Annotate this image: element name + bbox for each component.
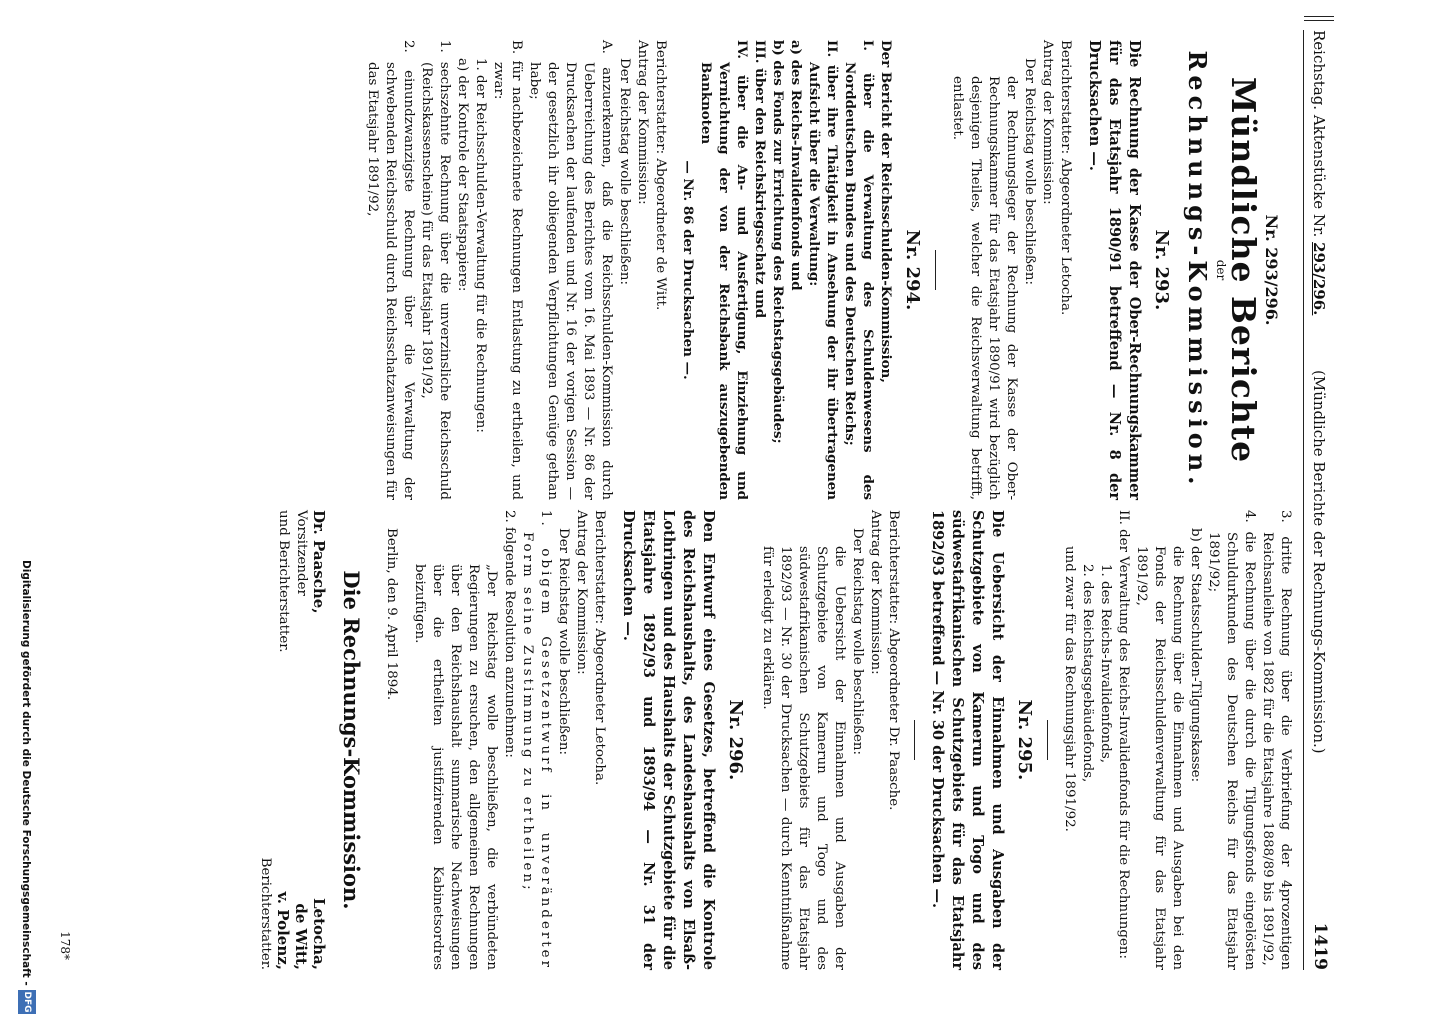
separator: [1047, 720, 1048, 760]
nr294-bb: b) der Staatsschulden-Tilgungskasse:: [1188, 528, 1203, 783]
left-column: [363, 40, 1294, 500]
document-number: Nr. 293/296.: [1262, 214, 1281, 326]
nr295-body: die Uebersicht der Einnahmen und Ausgaben der Schutzgebiete von Kamerun und Togo und des südwestafrikanischen Schutzgebiets für das Etatsjahr 1892/93 — Nr. 30 der Drucksachen — durch Kenntnißnahme für erledigt zu erklären.: [760, 546, 847, 970]
chair-role-1: Vorsitzender: [294, 510, 309, 596]
nr294-a: A. anzuerkennen, daß die Reichsschulden-Kommission durch Ueberreichung des Berichtes vom 16. Mai 1893 — Nr. 86 der Drucksachen der laufenden und Nr. 16 der vorigen Session — der gesetzlich ihr obliegenden Verpflichtungen Genüge gethan habe;: [527, 40, 614, 500]
nr296-antrag: Antrag der Kommission:: [574, 510, 589, 675]
signature-right: [256, 749, 328, 970]
nr294-heading: Nr. 294.: [902, 229, 923, 311]
nr295-reichstag: Der Reichstag wolle beschließen:: [850, 528, 865, 756]
dfg-logo: DFG: [18, 990, 36, 1014]
nr296-reichstag: Der Reichstag wolle beschließen:: [556, 528, 571, 756]
nr294-item-4: IV. über die An- und Ausfertigung, Einziehung und Vernichtung der von der Reichsbank auszugebenden Banknoten: [698, 40, 750, 500]
closing-date: Berlin, den 9. April 1894.: [384, 528, 399, 701]
running-head-number: 293/296.: [1310, 242, 1328, 316]
nr295-antrag: Antrag der Kommission:: [868, 510, 883, 675]
nr294-b1: 1. der Reichsschulden-Verwaltung für die Rechnungen:: [473, 58, 488, 433]
nr294-ba3: 3. dritte Rechnung über die Verbriefung der 4prozentigen Reichsanleihe von 1882 für die Etatsjahre 1888/89 bis 1891/92,: [1260, 510, 1293, 970]
nr296-subject: Den Entwurf eines Gesetzes, betreffend die Kontrole des Reichshaushalts, des Landeshaushalts von Elsaß-Lothringen und des Haushalts der Schutzgebiete für die Etatsjahre 1892/93 und 1893/94 — Nr. 31 der Drucksachen —.: [620, 510, 717, 970]
nr293-body: der Rechnungsleger der Rechnung der Kasse der Ober-Rechnungskammer für das Etatsjahr 1890/91 wird bezüglich desjenigen Theiles, welcher die Reichsverwaltung betrifft, entlastet.: [950, 76, 1019, 500]
nr296-p2: 2. folgende Resolution anzunehmen:: [502, 510, 517, 758]
nr294-b: B. für nachbezeichnete Rechnungen Entlastung zu ertheilen, und zwar:: [491, 40, 524, 500]
page-number: 1419: [1310, 922, 1330, 970]
sheet-number: 178*: [58, 931, 72, 960]
running-head: [1303, 30, 1330, 970]
document-title: Mündliche Berichte: [1224, 76, 1263, 464]
nr294-ba4: 4. die Rechnung über die durch die Tilgungsfonds eingelösten Schuldurkunden des Deutschen Reichs für das Etatsjahr 1891/92;: [1206, 510, 1257, 970]
nr294-ba1: 1. sechszehnte Rechnung über die unverzinsliche Reichsschuld (Reichskassenscheine) für das Etatsjahr 1891/92,: [419, 40, 452, 500]
signature-left: [256, 510, 328, 731]
commission-signature-title: Die Rechnungs-Kommission.: [339, 570, 364, 910]
nr295-heading: Nr. 295.: [1014, 699, 1035, 781]
nr294-ba: a) der Kontrole der Staatspapiere:: [455, 58, 470, 292]
nr296-reporter: Berichterstatter: Abgeordneter Letocha.: [592, 510, 607, 786]
nr294-ba2: 2. einundzwanzigste Rechnung über die Verwaltung der schwebenden Reichsschuld durch Reichsschatzanweisungen für das Etatsjahr 1891/92,: [365, 40, 416, 500]
nr294-item-2: II. über ihre Thätigkeit in Ansehung der ihr übertragenen Aufsicht über die Verwaltung:: [806, 40, 840, 501]
reporter-role: Berichterstatter.: [258, 857, 273, 970]
reporter-name-1: Letocha,: [310, 897, 328, 970]
right-column: [256, 510, 1294, 970]
chair-name: Dr. Paasche,: [310, 510, 328, 614]
nr294-bb-text: die Rechnung über die Einnahmen und Ausgaben bei den Fonds der Reichsschuldenverwaltung für das Etatsjahr 1891/92,: [1134, 546, 1185, 970]
nr293-heading: Nr. 293.: [1151, 229, 1172, 311]
nr294-reporter: Berichterstatter: Abgeordneter de Witt.: [653, 40, 668, 311]
title-der: der: [1214, 259, 1228, 281]
margin-bar: [1304, 16, 1334, 21]
chair-role-2: und Berichterstatter.: [276, 510, 291, 653]
nr295-subject: Die Uebersicht der Einnahmen und Ausgaben der Schutzgebiete von Kamerun und Togo und des südwestafrikanischen Schutzgebiets für das Etatsjahr 1892/93 betreffend — Nr. 30 der Drucksachen —.: [929, 510, 1006, 970]
nr293-reporter: Berichterstatter: Abgeordneter Letocha.: [1058, 40, 1073, 316]
digitization-note: Digitalisierung gefördert durch die Deutsche Forschungsgemeinschaft -: [20, 560, 32, 986]
nr294-item-2a: a) des Reichs-Invalidenfonds und: [788, 40, 804, 291]
reporter-name-2: de Witt,: [292, 903, 310, 970]
separator: [914, 720, 915, 760]
nr294-intro: Der Bericht der Reichsschulden-Kommission,: [878, 40, 894, 383]
running-head-title: (Mündliche Berichte der Rechnungs-Kommission.): [1310, 370, 1328, 754]
nr296-resolution: „Der Reichstag wolle beschließen, die verbündeten Regierungen zu ersuchen, den allgemeinen Rechnungen über den Reichshaushalt summarische Nachweisungen über die ertheilten justifizirenden Kabinetsordres beizufügen.: [412, 564, 499, 970]
nr294-item-2b: b) des Fonds zur Errichtung des Reichstagsgebäudes;: [770, 40, 786, 444]
nr293-reichstag: Der Reichstag wolle beschließen:: [1022, 58, 1037, 286]
nr294-ii1: 1. des Reichs-Invalidenfonds,: [1098, 564, 1113, 763]
nr294-ii2: 2. des Reichstagsgebäudefonds,: [1080, 564, 1095, 783]
nr294-reichstag: Der Reichstag wolle beschließen:: [617, 58, 632, 286]
nr293-subject: Die Rechnung der Kasse der Ober-Rechnungskammer für das Etatsjahr 1890/91 betreffend — Nr. 8 der Drucksachen —.: [1086, 40, 1143, 500]
separator: [935, 250, 936, 290]
nr294-antrag: Antrag der Kommission:: [635, 40, 650, 205]
running-head-left: Reichstag. Aktenstücke Nr. 293/296.: [1310, 30, 1328, 316]
nr294-drucksachen: — Nr. 86 der Drucksachen —.: [680, 160, 696, 380]
nr295-reporter: Berichterstatter: Abgeordneter Dr. Paasche.: [886, 510, 901, 811]
nr296-p1: 1. obigem Gesetzentwurf in unveränderter Form seine Zustimmung zu ertheilen;: [520, 510, 553, 970]
nr296-heading: Nr. 296.: [725, 699, 746, 781]
nr294-ii-end: und zwar für das Rechnungsjahr 1891/92.: [1062, 546, 1077, 832]
nr294-ii: II. der Verwaltung des Reichs-Invalidenfonds für die Rechnungen:: [1116, 510, 1131, 960]
nr294-item-1: I. über die Verwaltung des Schuldenwesens des Norddeutschen Bundes und des Deutschen Reichs;: [842, 40, 876, 500]
nr293-antrag: Antrag der Kommission:: [1040, 40, 1055, 205]
signatures: [256, 510, 328, 970]
nr294-item-3: III. über den Reichskriegsschatz und: [752, 40, 768, 319]
commission-title: Rechnungs-Kommission.: [1183, 50, 1212, 490]
reporter-name-3: v. Polenz,: [274, 891, 292, 970]
